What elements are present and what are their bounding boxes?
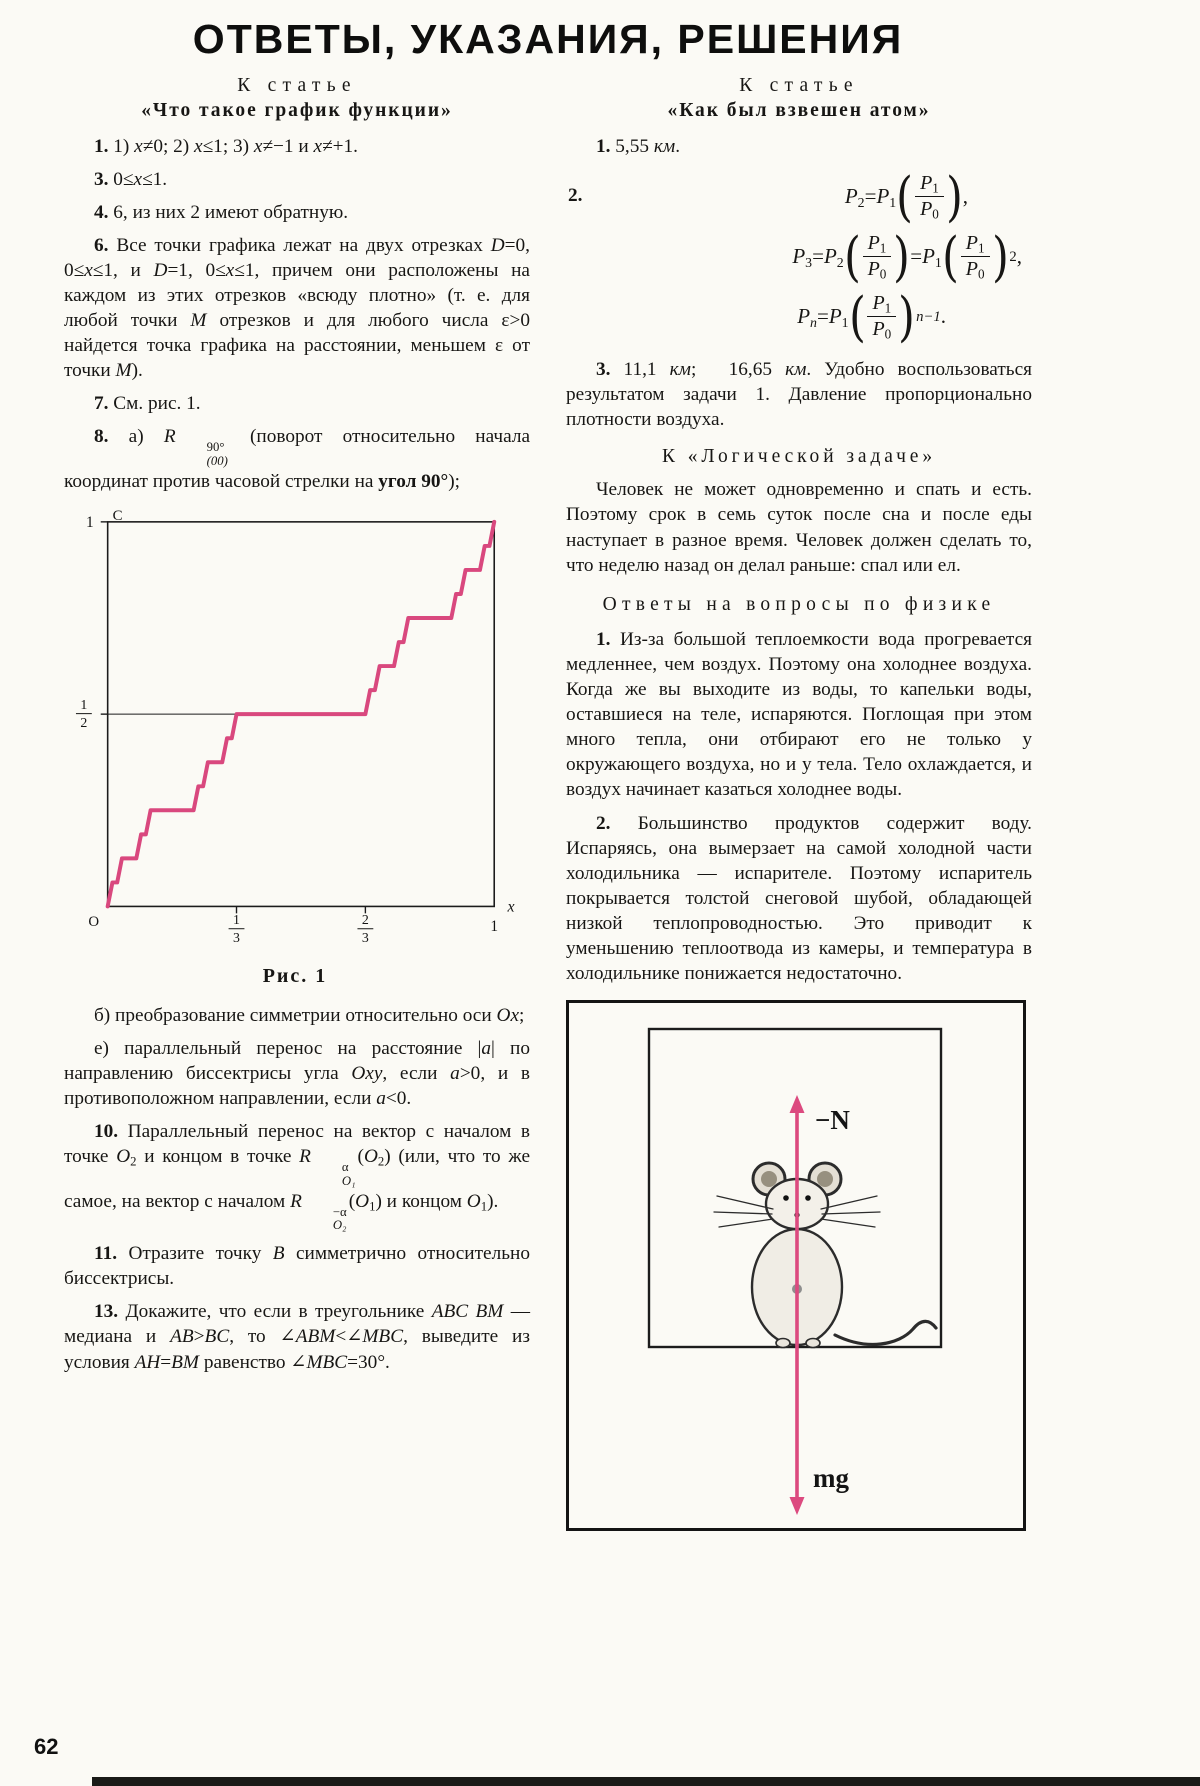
two-column-layout xyxy=(64,71,1032,1531)
mouse-tail xyxy=(835,1321,936,1344)
answer-6: 6. Все точки графика лежат на двух отрезках D=0, 0≤x≤1, и D=1, 0≤x≤1, причем они расположены на каждом из этих отрезков «всюду плотно» (т. е. для любой точки M отрезков и для любого числа ε>0 найдется точка графика на расстоянии, меньшем ε от точки M). xyxy=(64,234,530,382)
mouse-eye-right xyxy=(805,1195,811,1201)
tick-label: 2 xyxy=(361,913,369,929)
section-kicker: К статье xyxy=(237,75,357,96)
mouse-ear-left-inner xyxy=(761,1171,777,1187)
item-number: 2. xyxy=(568,184,583,206)
arrowhead-up xyxy=(790,1095,805,1113)
formula-line-3: $P_n$ = $P_1$ ( $\frac{P_1}{P_0}$ ) n−1 . xyxy=(797,284,946,348)
force-label-N: −N xyxy=(815,1105,850,1136)
answer-13: 13. Докажите, что если в треугольнике ABC BM — медиана и AB>BC, то ∠ABM<∠MBC, выведите из условия AH=BM равенство ∠MBC=30°. xyxy=(64,1301,530,1373)
tick-label: 1 xyxy=(233,913,240,929)
tick-label: 2 xyxy=(80,715,88,731)
answer-1: 1. 1) x≠0; 2) x≤1; 3) x≠−1 и x≠+1. xyxy=(94,135,358,157)
physics-answer-1: 1. Из-за большой теплоемкости вода прогревается медленнее, чем воздух. Поэтому она холоднее воздуха. Когда же вы выходите из воды, то капельки воды, оставшиеся на теле, испаряются. Поглощая при этом много тепла, они отбирают его не только у окружающего воздуха, но и у тела. Тело охлаждается, и воздух начинает казаться холоднее воды. xyxy=(566,629,1032,801)
atom-answer-2-formulas xyxy=(566,164,1032,348)
mouse-paw-left xyxy=(776,1339,790,1348)
x-axis-label: x xyxy=(507,898,515,916)
figure1-chart xyxy=(60,506,530,961)
tick-label: 1 xyxy=(80,698,88,714)
arrowhead-down xyxy=(790,1497,805,1515)
answer-8a: 8. а) R 90° (00) (поворот относительно начала координат против часовой стрелки на угол 90°); xyxy=(64,426,531,492)
left-column xyxy=(64,71,530,1383)
page-number: 62 xyxy=(34,1734,59,1759)
right-column xyxy=(566,71,1032,1531)
physics-section-heading: Ответы на вопросы по физике xyxy=(602,593,996,615)
curve-label: C xyxy=(112,507,123,524)
figure1-caption: Рис. 1 xyxy=(262,965,328,988)
figure-1 xyxy=(60,506,530,989)
page-content xyxy=(64,16,1032,1531)
section-kicker: К статье xyxy=(739,75,859,96)
mouse-paw-right xyxy=(806,1339,820,1348)
answer-11: 11. Отразите точку B симметрично относительно биссектрисы. xyxy=(64,1243,530,1290)
tick-label: 1 xyxy=(85,513,94,531)
cantor-staircase-chart xyxy=(62,506,528,954)
answer-10: 10. Параллельный перенос на вектор с началом в точке $O_2$ и концом в точке R α O₁ $(O_2)$ (или, что то же самое, на вектор с началом R −α O₂ $(O_1)$ и концом $O_1$). xyxy=(64,1121,530,1233)
force-label-mg: mg xyxy=(813,1463,849,1494)
answer-4: 4. 6, из них 2 имеют обратную. xyxy=(94,201,349,223)
physics-answer-2: 2. Большинство продуктов содержит воду. Испаряясь, она вымерзает на самой холодной части холодильника — испарителе. Поэтому испаритель покрывается толстой снеговой шубой, обладающей низкой теплопроводностью. Это приводит к уменьшению теплоотвода из камеры, и температура в холодильнике понижается недостаточно. xyxy=(566,812,1032,985)
formula-line-2: $P_3$ = $P_2$ ( $\frac{P_1}{P_0}$ ) = $P_1$ ( $\frac{P_1}{P_0}$ ) 2 , xyxy=(792,224,1022,288)
page-title: ОТВЕТЫ, УКАЗАНИЯ, РЕШЕНИЯ xyxy=(192,16,904,62)
mouse-eye-left xyxy=(783,1195,789,1201)
logic-answer: Человек не может одновременно и спать и есть. Поэтому срок в семь суток после сна и после еды наступает в разное время. Человек должен сделать то, что неделю назад он делал раньше: спал или ел. xyxy=(566,479,1032,576)
tick-label: 3 xyxy=(233,931,240,947)
scan-edge-bar xyxy=(92,1777,1200,1786)
answer-8b: б) преобразование симметрии относительно оси Ox; xyxy=(94,1005,525,1027)
answer-7: 7. См. рис. 1. xyxy=(94,393,201,415)
physics-figure-box xyxy=(566,1000,1026,1531)
section-article-title: «Что такое график функции» xyxy=(141,100,453,122)
atom-answer-1: 1. 5,55 км. xyxy=(596,135,681,157)
mouse-ear-right-inner xyxy=(817,1171,833,1187)
logic-section-heading: К «Логической задаче» xyxy=(662,446,936,467)
tick-label: 3 xyxy=(361,931,369,947)
tick-label: 1 xyxy=(490,918,499,936)
origin-label: O xyxy=(88,914,100,931)
mouse-figure xyxy=(569,1003,1023,1528)
section-article-title: «Как был взвешен атом» xyxy=(667,100,931,122)
answer-3: 3. 0≤x≤1. xyxy=(94,168,168,190)
mouse-illustration xyxy=(714,1163,936,1348)
right-section-heading xyxy=(566,73,1032,124)
atom-answer-3: 3. 11,1 км; 16,65 км. Удобно воспользоваться результатом задачи 1. Давление пропорционально плотности воздуха. xyxy=(566,358,1032,430)
answer-8e: е) параллельный перенос на расстояние |a| по направлению биссектрисы угла Oxy, если a>0, и в противоположном направлении, если a<0. xyxy=(64,1038,531,1110)
left-section-heading xyxy=(64,73,530,124)
formula-line-1: $P_2$ = $P_1$ ( $\frac{P_1}{P_0}$ ) , xyxy=(844,164,968,228)
